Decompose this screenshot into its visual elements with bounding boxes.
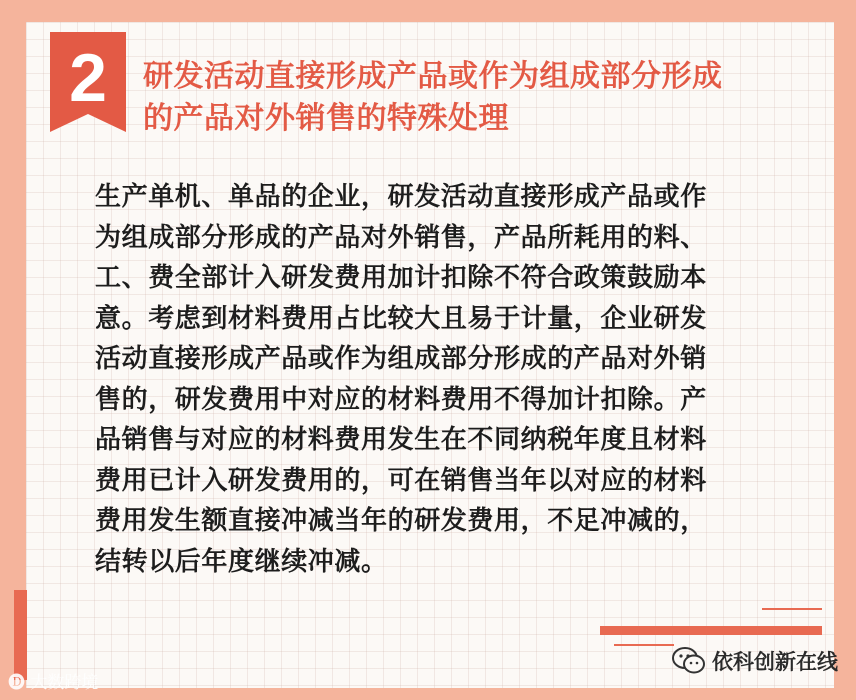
section-title-line-2: 的产品对外销售的特殊处理 [143, 101, 509, 136]
body-line: 费用已计入研发费用的，可在销售当年以对应的材料 [95, 465, 707, 496]
section-number: 2 [69, 40, 107, 116]
decorative-bar-left [14, 590, 27, 680]
section-title-line-1: 研发活动直接形成产品或作为组成部分形成 [143, 59, 723, 94]
body-line: 费用发生额直接冲减当年的研发费用，不足冲减的， [95, 506, 707, 536]
body-line: 为组成部分形成的产品对外销售，产品所耗用的料、 [95, 222, 707, 253]
watermark-left-logo: 🅓 [8, 673, 31, 693]
watermark-right [672, 646, 838, 676]
body-line: 结转以后年度继续冲减。 [95, 546, 388, 577]
body-line: 意。考虑到材料费用占比较大且易于计量，企业研发 [95, 303, 707, 334]
body-line: 生产单机、单品的企业，研发活动直接形成产品或作 [95, 182, 707, 212]
wechat-icon [672, 646, 706, 676]
watermark-left [8, 672, 98, 694]
decorative-line-top [762, 608, 822, 610]
decorative-bar-middle [600, 626, 822, 635]
body-line: 品销售与对应的材料费用发生在不同纳税年度且材料 [95, 425, 707, 455]
watermark-right-text: 依科创新在线 [712, 650, 838, 674]
body-line: 售的，研发费用中对应的材料费用不得加计扣除。产 [95, 384, 707, 415]
section-title [143, 56, 823, 140]
body-line: 工、费全部计入研发费用加计扣除不符合政策鼓励本 [95, 263, 707, 293]
decorative-line-bottom [614, 644, 674, 646]
watermark-left-text: 大数跨境 [30, 673, 99, 693]
section-number-badge [50, 32, 126, 132]
body-line: 活动直接形成产品或作为组成部分形成的产品对外销 [95, 344, 707, 374]
body-paragraph [95, 177, 795, 582]
